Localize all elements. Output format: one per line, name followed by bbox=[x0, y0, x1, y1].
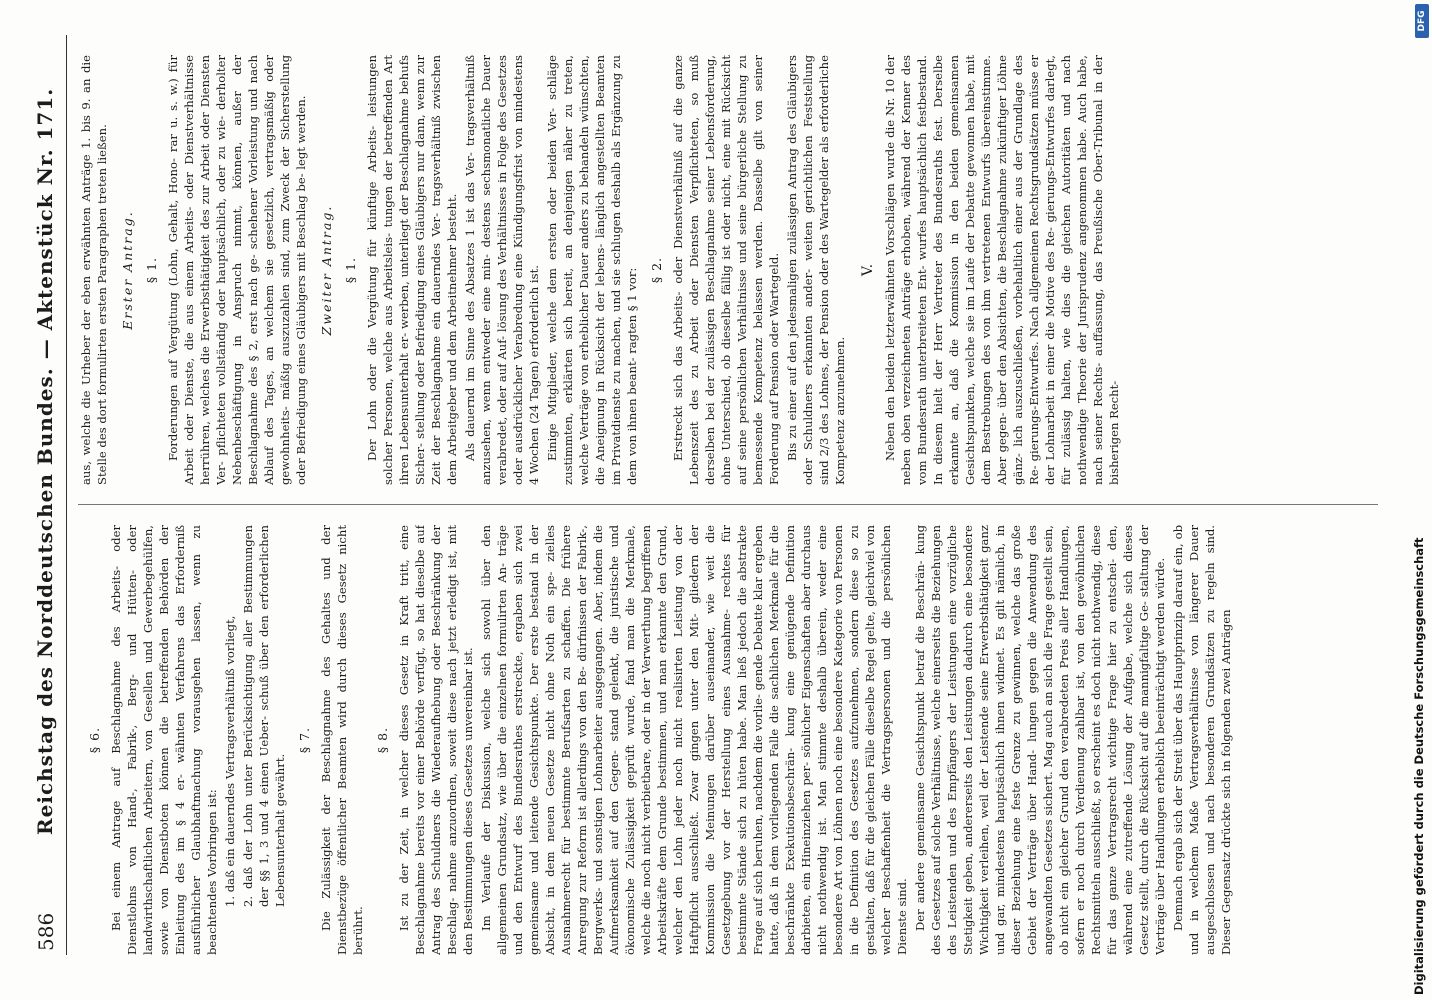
first-motion-text: Forderungen auf Vergütung (Lohn, Gehalt, Hono- rar u. s. w.) für Arbeit oder Dienste, die aus einem Arbeits- oder Dienstverhältnisse herrühren, welches die Erwerbsthätigkeit des zur Arbeit oder Diensten Ver- pflichteten vollständig oder hauptsächlich, oder zu wie- derholter Nebenbeschäftigung in Anspruch nimmt, können, außer der Beschlagnahme des § 2, erst nach ge- schehener Vorleistung und nach Ablauf des Tages, an welchem sie gesetzlich, vertragsmäßig oder gewohnheits- mäßig auszuzahlen sind, zum Zweck der Sicherstellung oder Befriedigung eines Gläubigers mit Beschlag be- legt werden. bbox=[166, 55, 308, 485]
section-heading-2: § 2. bbox=[649, 256, 664, 284]
second-motion-text-2: Als dauernd im Sinne des Absatzes 1 ist das Ver- tragsverhältniß anzusehen, wenn entweder eine min- destens sechsmonatliche Dauer verabredet, oder auf Auf- lösung des Verhältnisses in Folge des Gesetzes oder ausdrücklicher Verabredung eine Kündigungsfrist von mindestens 4 Wochen (24 Tagen) erforderlich ist. bbox=[463, 55, 541, 485]
dfg-logo bbox=[1415, 4, 1429, 38]
section-2-text-1: Erstreckt sich das Arbeits- oder Dienstverhältniß auf die ganze Lebenszeit des zu Arbeit oder Diensten Verpflichteten, so muß derselben bei der zulässigen Beschlagnahme seiner Lebensforderung, ohne Unterschied, ob dieselbe fällig ist oder nicht, eine mit Rücksicht auf seine persönlichen Verhältnisse und seine bürgerliche Stellung zu bemessende Kompetenz belassen werden. Dasselbe gilt von seiner Forderung auf Pension oder Wartegeld. bbox=[671, 55, 781, 485]
scanned-page bbox=[30, 35, 1410, 955]
part-heading-v: V. bbox=[860, 263, 876, 277]
column-divider bbox=[78, 504, 1378, 505]
second-motion-title: Zweiter Antrag. bbox=[319, 204, 334, 336]
right-column bbox=[78, 55, 1396, 485]
second-motion-text-3: Einige Mitglieder, welche dem ersten oder beiden Ver- schläge zustimmten, erklärten sich bereit, an denjenigen näher zu treten, welche Verträge von erheblicher Dauer anders zu behandeln wünschten, die Aneignung in Rücksicht der lebens- länglich angestellten Beamten im Privatdienste zu machen, und sie schlugen deshalb als Ergänzung zu dem von ihnen beant- ragten § 1 vor: bbox=[545, 55, 639, 485]
page-number: 586 bbox=[34, 912, 58, 951]
section-6-item-2: 2. daß der Lohn unter Berücksichtigung aller Bestimmungen der §§ 1, 3 und 4 einen Ueber- schuß über den erforderlichen Lebensunterhalt gewährt. bbox=[241, 525, 287, 907]
first-motion-section-heading: § 1. bbox=[144, 256, 159, 284]
running-head: Reichstag des Norddeutschen Bundes. — Aktenstück Nr. 171. bbox=[33, 87, 57, 835]
section-7-text: Die Zulässigkeit der Beschlagnahme des Gehaltes und der Dienstbezüge öffentlicher Beamten wird durch dieses Gesetz nicht berührt. bbox=[319, 525, 365, 955]
first-motion-title: Erster Antrag. bbox=[120, 210, 135, 330]
part-v-text: Neben den beiden letzterwähnten Vorschlägen wurde die Nr. 10 der neben oben verzeichneten Anträge erhoben, während der Kenner des vom Bundesrath unterbreiteten Ent- wurfes hauptsächlich festbestand. In diesem hielt der Herr Vertreter des Bundesraths fest. Derselbe erkannte an, daß die Kommission in den beiden gemeinsamen Gesichtspunkten, welche sie im Laufe der Debatte gewonnen habe, mit dem Bestrebungen des von ihm vertretenen Entwurfs übereinstimme. Aber gegen- über den Absichten, die Beschlagnahme zukünftiger Löhne gänz- lich auszuschließen, vorbehaltlich einer aus der Grundlage des Re- gierungs-Entwurfes. Nach allgemeinen Rechtsgrundsätzen müsse er der Lohnarbeit in einer die Motive des Re- gierungs-Entwurfes darlegt, für zulässig halten, wie dies die gleichen Autoritäten und nach nothwendige Theorie der Jurisprudenz angenommen habe. Auch habe, nach seiner Rechts- auffassung, das Preußische Ober-Tribunal in der bisherigen Recht- bbox=[883, 55, 1121, 485]
section-8-text: Ist zu der Zeit, in welcher dieses Gesetz in Kraft tritt, eine Beschlagnahme bereits vor einer Behörde verfügt, so hat dieselbe auf Antrag des Schuldners die Wiederaufhebung oder Beschränkung der Beschlag- nahme anzuordnen, soweit diese nach jetzt erledigt ist, mit den Bestimmungen dieses Gesetzes unvereinbar ist. bbox=[397, 525, 475, 955]
right-column-intro: aus, welche die Urheber der eben erwähnten Anträge 1. bis 9. an die Stelle des dort formulirten ersten Paragraphen treten ließen. bbox=[79, 55, 109, 485]
body-paragraph: Im Verlaufe der Diskussion, welche sich sowohl über den allgemeinen Grundsatz, wie über die einzelnen formulirten An- träge und den Entwurf des Bundesrathes erstreckte, ergaben sich zwei gemeinsame und leitende Gesichtspunkte. Der erste bestand in der Absicht, in dem neuen Gesetze nicht ohne Noth ein spe- zielles Ausnahmerecht für bestimmte Berufsarten zu schaffen. Die frühere Anregung zur Reform ist allerdings von den Be- dürfnissen der Fabrik-, Bergwerks- und sonstigen Lohnarbeiter ausgegangen. Aber, indem die Aufmerksamkeit auf den Gegen- stand gelenkt, die juristische und ökonomische Zulässigkeit geprüft wurde, fand man die Merkmale, welche die noch nicht verbietbare, oder in der Verwerthung begriffenen Arbeitskräfte dem Grunde bestimmen, und man erkannte den Grund, welcher den Lohn jeder noch nicht realisirten Leistung von der Haftpflicht ausschließt. Zwar gingen unter den Mit- gliedern der Kommission die Meinungen darüber auseinander, wie weit die Gesetzgebung vor der Herstellung eines Ausnahme- rechtes für bestimmte Stände sich zu hüten habe. Man ließ jedoch die abstrakte Frage auf sich beruhen, nachdem die vorlie- gende Debatte klar ergeben hatte, daß in dem vorliegenden Falle die sachlichen Merkmale für die beschränkte Exekutionsbeschrän- kung eine genügende Definition darbieten, ein Hineinziehen per- sönlicher Eigenschaften aber durchaus nicht nothwendig ist. Man stimmte deshalb überein, weder eine besondere Art von Löhnen noch eine besondere Kategorie von Personen in die Definition des Gesetzes aufzunehmen, sondern diese so zu gestalten, daß für die gleichen Fälle dieselbe Regel gelte, gleichviel von welcher Beschaffenheit die Vertragspersonen und die persönlichen Dienste sind. bbox=[479, 525, 909, 955]
dfg-logo-text: DFG bbox=[1417, 10, 1427, 32]
section-heading-6: § 6. bbox=[87, 726, 102, 754]
digitization-watermark: Digitalisierung gefördert durch die Deutsche Forschungsgemeinschaft bbox=[1412, 537, 1426, 995]
second-motion-section-heading: § 1. bbox=[343, 256, 358, 284]
second-motion-text-1: Der Lohn oder die Vergütung für künftige Arbeits- leistungen solcher Personen, welche aus Arbeitsleis- tungen der betreffenden Art ihren Lebensunterhalt er- werben, unterliegt der Beschlagnahme behufs Sicher- stellung oder Befriedigung eines Gläubigers nur dann, wenn zur Zeit der Beschlagnahme ein dauerndes Ver- tragsverhältniß zwischen dem Arbeitgeber und dem Arbeitnehmer besteht. bbox=[365, 55, 459, 485]
section-heading-8: § 8. bbox=[375, 726, 390, 754]
section-heading-7: § 7. bbox=[297, 726, 312, 754]
page-header bbox=[30, 35, 67, 955]
body-paragraph: Demnach ergab sich der Streit über das Hauptprinzip darauf ein, ob und in welchem Maße Vertragsverhältnisse von längerer Dauer ausgeschlossen und nach besonderen Grundsätzen zu regeln sind. Dieser Gegensatz drückte sich in folgenden zwei Anträgen bbox=[1171, 525, 1233, 955]
section-2-text-2: Bis zu einer auf den jedesmaligen zulässigen Antrag des Gläubigers oder Schuldners erkannten ander- weiten gerichtlichen Feststellung sind 2/3 des Lohnes, der Pension oder des Wartegelder als erforderliche Kompetenz anzunehmen. bbox=[785, 55, 847, 485]
section-6-item-1: 1. daß ein dauerndes Vertragsverhältniß vorliegt, bbox=[223, 615, 237, 907]
left-column bbox=[78, 525, 1396, 955]
section-6-intro: Bei einem Antrage auf Beschlagnahme des Arbeits- oder Dienstlohns von Hand-, Fabrik-, Berg- und Hütten- oder landwirthschaftlichen Arbeitern, von Gesellen und Gewerbegehülfen, sowie von Dienstboten können die betreffenden Behörden der Einleitung des im § 4 er- wähnten Verfahrens das Erforderniß ausführlicher Glaubhaftmachung vorausgehen lassen, wenn zu beachtendes Vorbringen ist: bbox=[109, 525, 219, 955]
body-paragraph: Der andere gemeinsame Gesichtspunkt betraf die Beschrän- kung des Gesetzes auf solche Verhältnisse, welche einerseits die Beziehungen des Leistenden und des Empfängers der Leistungen eine vorzügliche Stetigkeit geben, andererseits den Leistungen dadurch eine besondere Wichtigkeit verleihen, weil der Leistende seine Erwerbsthätigkeit ganz und gar, mindestens hauptsächlich ihnen widmet. Es gilt nämlich, in dieser Beziehung eine feste Grenze zu gewinnen, welche das große Gebiet der Verträge über Hand- lungen gegen die Anwendung des angewandten Gesetzes sichert. Mag auch an sich die Frage gestellt sein, ob nicht ein gleicher Grund den verabredeten Preis aller Handlungen, sofern er noch durch Verdienung zahlbar ist, von den gewöhnlichen Rechtsmitteln ausschließt, so erscheint es doch nicht nothwendig, diese für das ganze Vertragsrecht wichtige Frage hier zu entschei- den, während eine zutreffende Lösung der Aufgabe, welche sich dieses Gesetz stellt, durch die Rücksicht auf die mannigfaltige Ge- staltung der Verträge über Handlungen erheblich beeinträchtigt werden würde. bbox=[913, 525, 1167, 955]
